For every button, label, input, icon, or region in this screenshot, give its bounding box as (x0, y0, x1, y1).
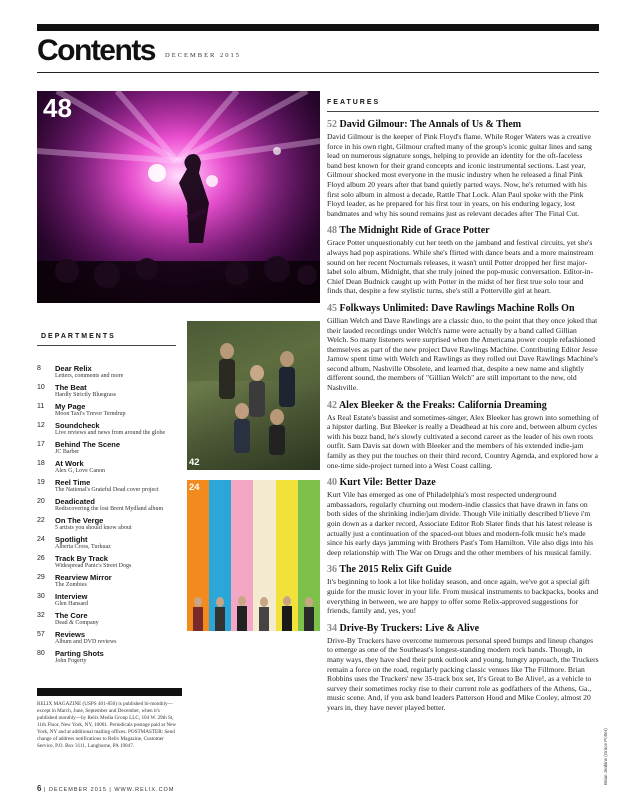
feature-page-number: 52 (327, 119, 337, 130)
departments-list (37, 364, 182, 668)
dept-subtitle: JC Barber (55, 449, 80, 455)
dept-item[interactable] (37, 478, 182, 494)
departments-divider (37, 345, 176, 346)
features-heading: FEATURES (327, 99, 381, 106)
photo-credit-text: Brian Jenkins (Grace Potter) (603, 728, 608, 785)
dept-title: Spotlight (55, 535, 88, 544)
dept-item[interactable] (37, 516, 182, 532)
feature-item[interactable] (327, 225, 599, 296)
dept-item[interactable] (37, 459, 182, 475)
dept-page-number: 57 (37, 631, 45, 638)
dept-page-number: 29 (37, 574, 45, 581)
dept-subtitle: Dead & Company (55, 620, 99, 626)
dept-item[interactable] (37, 611, 182, 627)
feature-title: Drive-By Truckers: Live & Alive (339, 622, 480, 634)
dept-item[interactable] (37, 573, 182, 589)
dept-title: The Core (55, 611, 88, 620)
dept-page-number: 19 (37, 479, 45, 486)
trucks-illustration (187, 480, 320, 631)
masthead-bar (37, 688, 182, 696)
features-list (327, 119, 599, 720)
dept-item[interactable] (37, 535, 182, 551)
dept-item[interactable] (37, 364, 182, 380)
dept-page-number: 22 (37, 517, 45, 524)
band-photo-page-number: 42 (189, 457, 200, 468)
feature-title: The 2015 Relix Gift Guide (339, 564, 452, 576)
feature-page-number: 36 (327, 564, 337, 576)
feature-item[interactable] (327, 303, 599, 393)
dept-item[interactable] (37, 440, 182, 456)
feature-title: The Midnight Ride of Grace Potter (339, 225, 490, 237)
dept-title: Track By Track (55, 554, 108, 563)
dept-page-number: 12 (37, 422, 45, 429)
dept-title: The Beat (55, 383, 87, 392)
dept-subtitle: Alberta Cross, Turkuaz (55, 544, 111, 550)
dept-subtitle: 5 artists you should know about (55, 525, 132, 531)
dept-title: Reel Time (55, 478, 91, 487)
dept-page-number: 32 (37, 612, 45, 619)
hero-concert-photo[interactable] (37, 91, 320, 303)
feature-page-number: 45 (327, 302, 337, 314)
footer-page-number: 6 (37, 784, 42, 793)
feature-page-number: 34 (327, 622, 337, 634)
feature-body: Kurt Vile has emerged as one of Philadelphia's most respected underground ambassadors, regularly churning out modern-indie classics that have drawn in fans on both sides of the shrinking indie/jam divide. Though Vile initially described b'lieve i'm goin down as a darker record, Associate Editor Rob Slater finds that his latest release is actually just a continuation of the spaced-out blues and modern-folk music he's made since his early days jamming with Brothers Past's Tom Hamilton. Vile also digs into his deep relationship with The War on Drugs and the other members of his musical family. (327, 490, 594, 557)
feature-title: David Gilmour: The Annals of Us & Them (339, 119, 522, 130)
dept-subtitle: Glen Hansard (55, 601, 89, 607)
dept-page-number: 24 (37, 536, 45, 543)
dept-title: Parting Shots (55, 649, 104, 658)
feature-item[interactable] (327, 400, 599, 471)
feature-item[interactable] (327, 564, 599, 615)
trucks-photo[interactable] (187, 480, 320, 631)
dept-item[interactable] (37, 554, 182, 570)
dept-page-number: 17 (37, 441, 45, 448)
dept-subtitle: Widespread Panic's Street Dogs (55, 563, 132, 569)
dept-item[interactable] (37, 592, 182, 608)
feature-page-number: 40 (327, 477, 337, 489)
feature-item[interactable] (327, 119, 599, 218)
feature-body: Grace Potter unquestionably cut her teeth on the jamband and festival circuits, yet she's always had pop aspirations. While she's flirted with dance beats and a more mainstream sound on her recent Nocturnals releases, it wasn't until Potter dropped her first major-label solo album, Midnight, that she truly joined the pop-music conversation. Editor-in-Chief Dean Budnick caught up with Potter in the midst of her first true solo tour and finds that, despite a few stylistic turns, she's still a Potterville girl at heart. (327, 238, 594, 296)
feature-page-number: 48 (327, 225, 337, 237)
masthead-text: RELIX MAGAZINE (USPS 401-850) is published bi-monthly—except in March, June, September and December, when it's published monthly—by Relix Media Group LLC, 104 W. 29th St, 11th Floor, New York, NY, 10001. Periodicals postage paid at New York, NY and at additional mailing offices. POSTMASTER: Send change of address notifications to Relix Magazine, Customer Service, P.O. Box 3111, Langhorne, PA 19047. (37, 701, 177, 749)
dept-page-number: 30 (37, 593, 45, 600)
dept-title: Behind The Scene (55, 440, 121, 449)
dept-page-number: 26 (37, 555, 45, 562)
feature-item[interactable] (327, 623, 599, 713)
header-divider (37, 72, 599, 73)
dept-item[interactable] (37, 630, 182, 646)
photo-credit (603, 705, 613, 785)
feature-title: Alex Bleeker & the Freaks: California Dreaming (338, 399, 547, 411)
dept-page-number: 11 (37, 403, 45, 410)
dept-page-number: 20 (37, 498, 45, 505)
dept-title: On The Verge (55, 516, 104, 525)
dept-subtitle: Album and DVD reviews (55, 639, 117, 645)
dept-subtitle: Hardly Strictly Bluegrass (55, 392, 116, 398)
dept-page-number: 18 (37, 460, 45, 467)
dept-subtitle: Moon Taxi's Trevor Terndrup (55, 411, 126, 417)
dept-subtitle: The Zombies (55, 582, 87, 588)
dept-subtitle: Alex G, Love Canon (55, 468, 105, 474)
feature-page-number: 42 (327, 399, 337, 411)
feature-body: As Real Estate's bassist and sometimes-singer, Alex Bleeker has grown into something of a hipster darling. But Bleeker is really a Deadhead at his core and, between album cycles with his buzz band, he's slowly cultivated a second career as the leader of his own roots outfit. Sam Davis sat down with Bleeker and the members of his extended indie-jam family as they put the touches on their third record, Country Agenda, and explored how a one-time side-project turned into a West Coast calling. (327, 412, 599, 470)
dept-title: Deadicated (55, 497, 96, 506)
issue-date: DECEMBER 2015 (165, 52, 242, 59)
dept-page-number: 10 (37, 384, 45, 391)
dept-item[interactable] (37, 497, 182, 513)
dept-subtitle: Live reviews and news from around the globe (55, 430, 166, 436)
dept-page-number: 80 (37, 650, 45, 657)
feature-body: Drive-By Truckers have overcome numerous personal speed bumps and lineup changes to emerge as one of the Southeast's longest-standing modern rock bands. Though, in many ways, they have shed their punk outlook and young, hungry approach, the Truckers remain a force on the road, regularly packing classic venues like The Fillmore. Brian Robbins uses the Truckers' new 35-track box set, It's Great to Be Alive!, as a vehicle to survey their sometimes rocky rise to their current role as godfathers of the Athens, Ga., music scene. And, if you ask band leaders Patterson Hood and Mike Cooley, almost 20 years in, they have never played better. (327, 635, 599, 712)
feature-body: David Gilmour is the keeper of Pink Floyd's flame. While Roger Waters was a creative force in his own right, Gilmour crafted many of the group's iconic guitar lines and sang lead on numerous signature songs, helping to provide an identity for the oft-faceless band best known for their grand concepts and iconic instrumental sections. Last year, Gilmour shocked most everyone in the music industry when he released a final Pink Floyd album 20 years after that band quietly parted ways. Now, he's returned with his first solo album in almost a decade, Rattle That Lock. Alan Paul spoke with the Pink Floyd leader, as he prepared for his first tour in years, on his enduring legacy, lost bandmates and why his sound remains just as relevant decades after The Final Cut. (327, 132, 592, 218)
dept-title: At Work (55, 459, 84, 468)
dept-subtitle: Letters, comments and more (55, 373, 124, 379)
dept-title: Interview (55, 592, 88, 601)
dept-item[interactable] (37, 402, 182, 418)
feature-title: Kurt Vile: Better Daze (339, 477, 436, 489)
trucks-photo-page-number: 24 (189, 482, 200, 493)
dept-subtitle: Rediscovering the lost Brent Mydland album (55, 506, 164, 512)
dept-title: Rearview Mirror (55, 573, 112, 582)
band-illustration (187, 321, 320, 470)
feature-title: Folkways Unlimited: Dave Rawlings Machine Rolls On (339, 302, 575, 314)
feature-body: Gillian Welch and Dave Rawlings are a classic duo, to the point that they once joked that their lauded recordings under Welch's name were actually by a band called Gillian Welch. So many listeners were surprised when the Americana power couple refashioned themselves as part of the new project Dave Rawlings Machine. Contributing Editor Jesse Jarnow spent time with Welch and Rawlings as they rolled out Dave Rawlings Machine's second album, Nashville Obsolete, and learned that, despite a new name and slightly different sound, the members of "Gillian Welch" are still important to the new, old Nashville. (327, 315, 598, 393)
dept-title: Reviews (55, 630, 86, 639)
dept-subtitle: The National's Grateful Dead cover project (55, 487, 159, 493)
dept-title: My Page (55, 402, 86, 411)
dept-item[interactable] (37, 649, 182, 665)
dept-subtitle: John Fogerty (55, 658, 87, 664)
hero-page-number: 48 (43, 93, 72, 123)
dept-item[interactable] (37, 421, 182, 437)
dept-title: Soundcheck (55, 421, 100, 430)
features-divider (327, 111, 599, 112)
dept-title: Dear Relix (55, 364, 92, 373)
band-photo[interactable] (187, 321, 320, 470)
feature-item[interactable] (327, 477, 599, 557)
page-footer (37, 784, 174, 793)
top-rule-bar (37, 24, 599, 31)
dept-page-number: 8 (37, 365, 41, 372)
page-title: Contents (37, 34, 155, 67)
concert-illustration (37, 91, 320, 303)
departments-heading: DEPARTMENTS (41, 333, 116, 340)
dept-item[interactable] (37, 383, 182, 399)
feature-body: It's beginning to look a lot like holiday season, and once again, we've got a special gift guide for the music lover in your life. From musical instruments to backpacks, books and everything in between, we are happy to offer some Relix-approved suggestions for friends, family and, yes, you! (327, 577, 599, 616)
footer-text: | DECEMBER 2015 | WWW.RELIX.COM (43, 787, 175, 793)
